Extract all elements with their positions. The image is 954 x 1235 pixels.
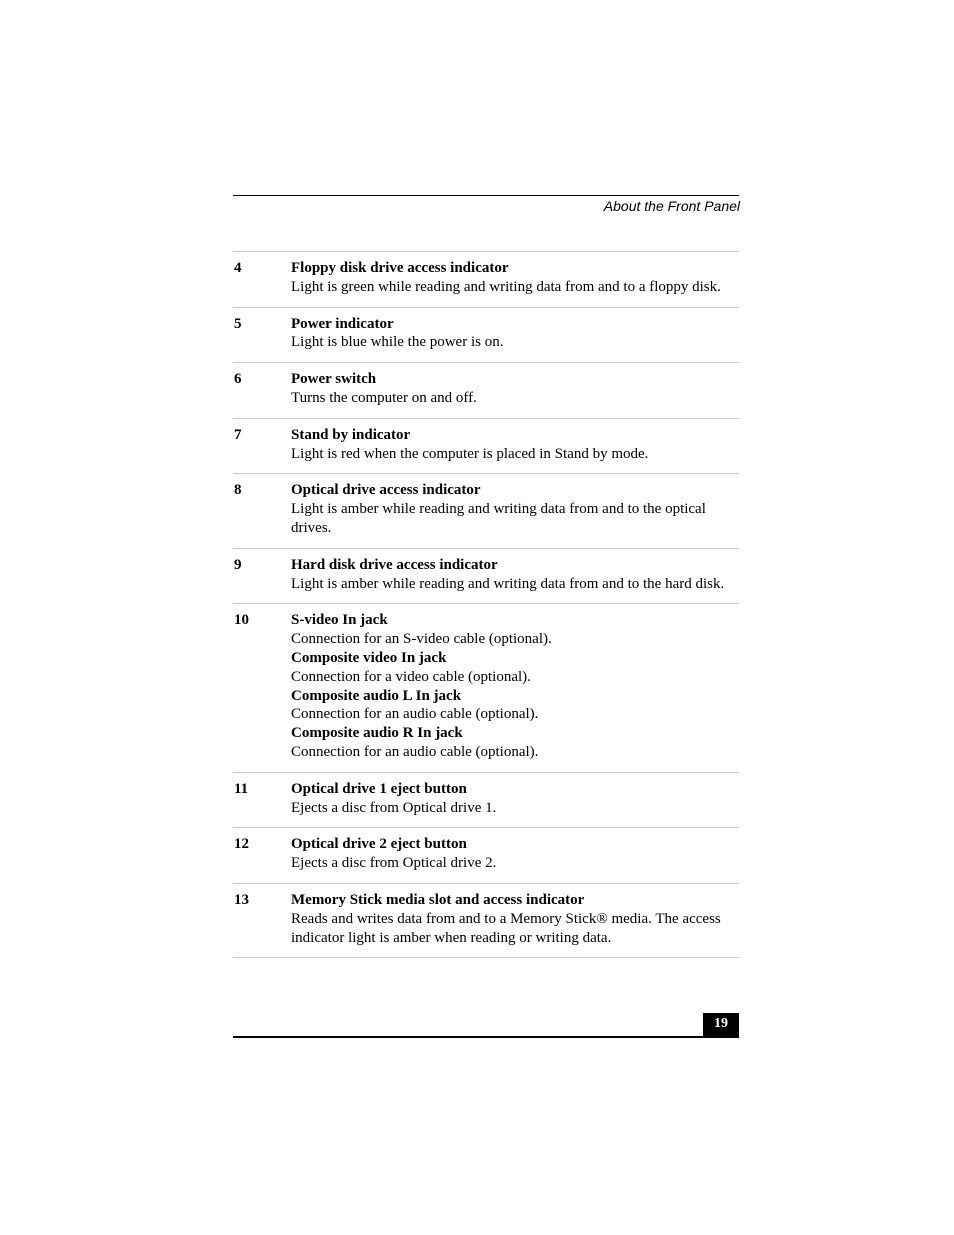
page-number: 19 [703, 1013, 739, 1037]
item-number: 10 [234, 612, 249, 629]
table-row [233, 308, 739, 364]
item-label: Composite video In jack [291, 649, 447, 666]
item-description: Reads and writes data from and to a Memory Stick® media. The access indicator light is amber when reading or writing data. [291, 910, 721, 946]
table-row [233, 884, 739, 958]
item-number: 9 [234, 556, 242, 573]
item-label: Power indicator [291, 315, 394, 332]
item-description: Light is amber while reading and writing data from and to the hard disk. [291, 575, 725, 592]
item-label: Hard disk drive access indicator [291, 556, 498, 573]
item-number: 6 [234, 371, 242, 388]
item-label: S-video In jack [291, 612, 388, 629]
table-row [233, 363, 739, 419]
table-row [233, 252, 739, 308]
item-description: Connection for an audio cable (optional). [291, 743, 539, 760]
item-number: 8 [234, 482, 242, 499]
item-content [291, 556, 739, 594]
header-rule [233, 195, 739, 196]
running-head: About the Front Panel [603, 198, 740, 214]
item-description: Light is amber while reading and writing data from and to the optical drives. [291, 501, 706, 536]
item-content [291, 370, 739, 408]
item-content [291, 780, 739, 818]
item-description: Light is red when the computer is placed in Stand by mode. [291, 445, 649, 462]
item-description: Ejects a disc from Optical drive 2. [291, 855, 497, 872]
item-label: Memory Stick media slot and access indicator [291, 891, 585, 908]
table-row [233, 604, 739, 772]
item-number: 13 [234, 891, 249, 908]
item-content [291, 315, 739, 353]
item-label: Composite audio L In jack [291, 687, 462, 704]
item-description: Connection for an S-video cable (optional). [291, 631, 552, 648]
item-label: Optical drive 2 eject button [291, 836, 467, 853]
item-label: Floppy disk drive access indicator [291, 260, 509, 276]
item-label: Stand by indicator [291, 426, 411, 443]
item-table [233, 251, 739, 958]
item-number: 7 [234, 426, 242, 443]
item-number: 4 [234, 260, 242, 276]
item-description: Light is blue while the power is on. [291, 334, 504, 351]
item-description: Connection for a video cable (optional). [291, 668, 531, 685]
table-row [233, 549, 739, 605]
item-description: Connection for an audio cable (optional). [291, 706, 539, 723]
footer-rule [233, 1036, 739, 1038]
item-content [291, 259, 739, 297]
table-row [233, 773, 739, 829]
item-label: Power switch [291, 371, 377, 388]
item-number: 11 [234, 780, 249, 797]
item-number: 5 [234, 315, 242, 332]
item-content [291, 611, 739, 761]
table-row [233, 419, 739, 475]
item-label: Composite audio R In jack [291, 725, 463, 742]
item-content [291, 481, 739, 537]
item-content [291, 835, 739, 873]
table-row [233, 474, 739, 548]
item-number: 12 [234, 836, 249, 853]
item-description: Light is green while reading and writing data from and to a floppy disk. [291, 278, 721, 295]
item-label: Optical drive access indicator [291, 482, 481, 499]
item-description: Ejects a disc from Optical drive 1. [291, 799, 497, 816]
table-row [233, 828, 739, 884]
item-description: Turns the computer on and off. [291, 389, 477, 406]
item-content [291, 891, 739, 947]
item-content [291, 426, 739, 464]
item-label: Optical drive 1 eject button [291, 780, 467, 797]
